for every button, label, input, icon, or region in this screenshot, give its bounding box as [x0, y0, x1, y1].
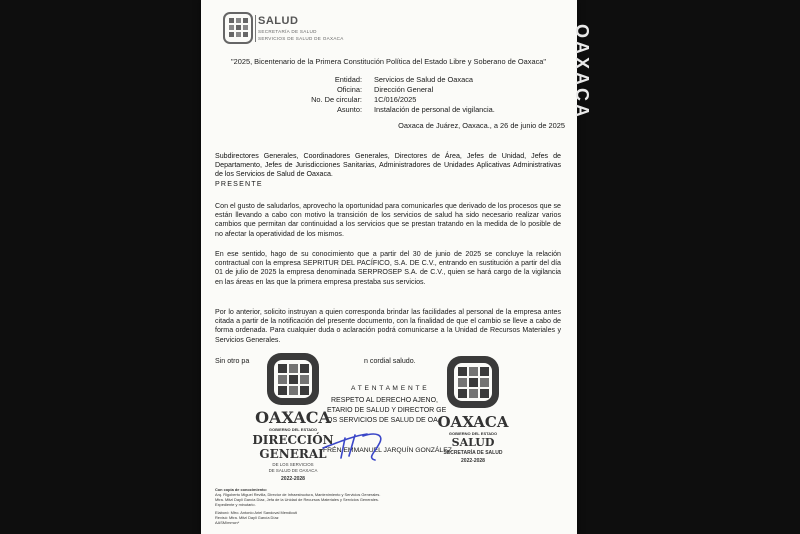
motto: "2025, Bicentenario de la Primera Constitución Política del Estado Libre y Soberano de Oaxaca" [231, 57, 547, 66]
field-label-asunto: Asunto: [336, 105, 362, 114]
closing-start: Sin otro pa [215, 357, 250, 365]
stamp-right-salud: SALUD [451, 436, 495, 449]
field-value-asunto: Instalación de personal de vigilancia. [374, 105, 495, 114]
signature-name: FRÉN EMMANUEL JARQUÍN GONZÁLEZ [323, 447, 452, 454]
stamp-direccion-general [243, 347, 343, 487]
salud-logo-icon [223, 12, 253, 44]
signature-line-2: ETARIO DE SALUD Y DIRECTOR GE [327, 407, 447, 414]
signature-line-1: RESPETO AL DERECHO AJENO, [331, 397, 438, 404]
crest-icon [445, 354, 501, 410]
cc-line-1: Arq. Rigoberto Miguel Revilla, Director de Infraestructura, Mantenimiento y Servicios Generales. [215, 492, 381, 497]
stamp-right-period: 2022-2028 [461, 458, 485, 464]
signature-line-3: OS SERVICIOS DE SALUD DE OA [327, 417, 438, 424]
stamp-left-servicios: DE LOS SERVICIOS [272, 462, 314, 467]
stamp-left-gobierno: GOBIERNO DEL ESTADO [268, 427, 318, 432]
crest-icon [265, 351, 321, 407]
closing-end: n cordial saludo. [364, 357, 416, 365]
signature-atentamente: A T E N T A M E N T E [351, 385, 428, 392]
field-label-oficina: Oficina: [336, 85, 362, 94]
field-label-entidad: Entidad: [334, 75, 362, 84]
paragraph-1: Con el gusto de saludarlos, aprovecho la oportunidad para comunicarles que derivado de los procesos que se están llevando a cabo con motivo la transición de los servicios de salud ha sido necesario realizar varios cambios que permitan dar continuidad a los servicios que se prestan tratando en la medida de lo posible de no afectar la operatividad de los mismos. [215, 202, 561, 238]
field-value-oficina: Dirección General [374, 85, 434, 94]
cc-elaboro: Elaboró: Mtro. Antonio Ariel Sandoval Mendicuti [215, 510, 298, 515]
paragraph-2: En ese sentido, hago de su conocimiento que a partir del 30 de junio de 2025 se concluye la relación contractual con la empresa SEPRITUR DEL PACÍFICO, S.A. DE C.V., entrando en sustitución a partir del día 01 de julio de 2025 la empresa denominada SERPROSEP S.A. de C.V., quien se hará cargo de la vigilancia en las áreas en las que la primera empresa prestaba sus servicios. [215, 250, 561, 286]
paragraph-3: Por lo anterior, solicito instruyan a quien corresponda brindar las facilidades al personal de la empresa antes citada a partir de la notificación del presente documento, con la finalidad de que el cambio se lleve a cabo de forma ordenada. Para cualquier duda o aclaración podrá comunicarse a la Unidad de Recursos Materiales y Servicios Generales. [215, 308, 561, 344]
logo-line-2: SERVICIOS DE SALUD DE OAXACA [258, 36, 344, 41]
recipients: Subdirectores Generales, Coordinadores Generales, Directores de Área, Jefes de Unidad, Jefes de Departamento, Jefes de Jurisdicciones Sanitarias, Administradores de Unidades Aplicativas Administrativas de los Servicios de Salud de Oaxaca. [215, 152, 561, 179]
logo-line-1: SECRETARÍA DE SALUD [258, 29, 317, 34]
stamp-right-secretaria: SECRETARÍA DE SALUD [443, 450, 503, 456]
field-value-circular: 1C/016/2025 [374, 95, 417, 104]
logo-title: SALUD [258, 15, 299, 27]
cc-initials: AASM/mmcn* [215, 520, 240, 525]
stamp-right-oaxaca: OAXACA [437, 413, 509, 431]
cc-line-2: Mtra. Mitzi Dayli García Díaz, Jefa de la Unidad de Recursos Materiales y Servicios Generales. [215, 497, 379, 502]
cc-reviso: Revisó: Mtra. Mitzi Dayli García Díaz [215, 515, 279, 520]
side-watermark: OAXACA [572, 24, 592, 121]
cc-line-3: Expediente y minutario. [215, 502, 256, 507]
cc-heading: Con copia de conocimiento: [215, 487, 268, 492]
stamp-right-gobierno: GOBIERNO DEL ESTADO [448, 431, 498, 436]
presente: PRESENTE [215, 180, 263, 188]
stamp-left-oaxaca: OAXACA [255, 408, 331, 427]
stamp-left-salud-oaxaca: DE SALUD DE OAXACA [268, 468, 318, 473]
logo-divider [255, 15, 256, 42]
stamp-secretaria-salud [423, 352, 523, 472]
date-line: Oaxaca de Juárez, Oaxaca., a 26 de junio de 2025 [398, 121, 565, 130]
stamp-left-general: GENERAL [259, 447, 327, 461]
field-label-circular: No. De circular: [311, 95, 362, 104]
stamp-left-period: 2022-2028 [281, 476, 305, 482]
field-value-entidad: Servicios de Salud de Oaxaca [374, 75, 474, 84]
stamp-left-direccion: DIRECCIÓN [252, 433, 334, 447]
document-page [201, 0, 592, 534]
